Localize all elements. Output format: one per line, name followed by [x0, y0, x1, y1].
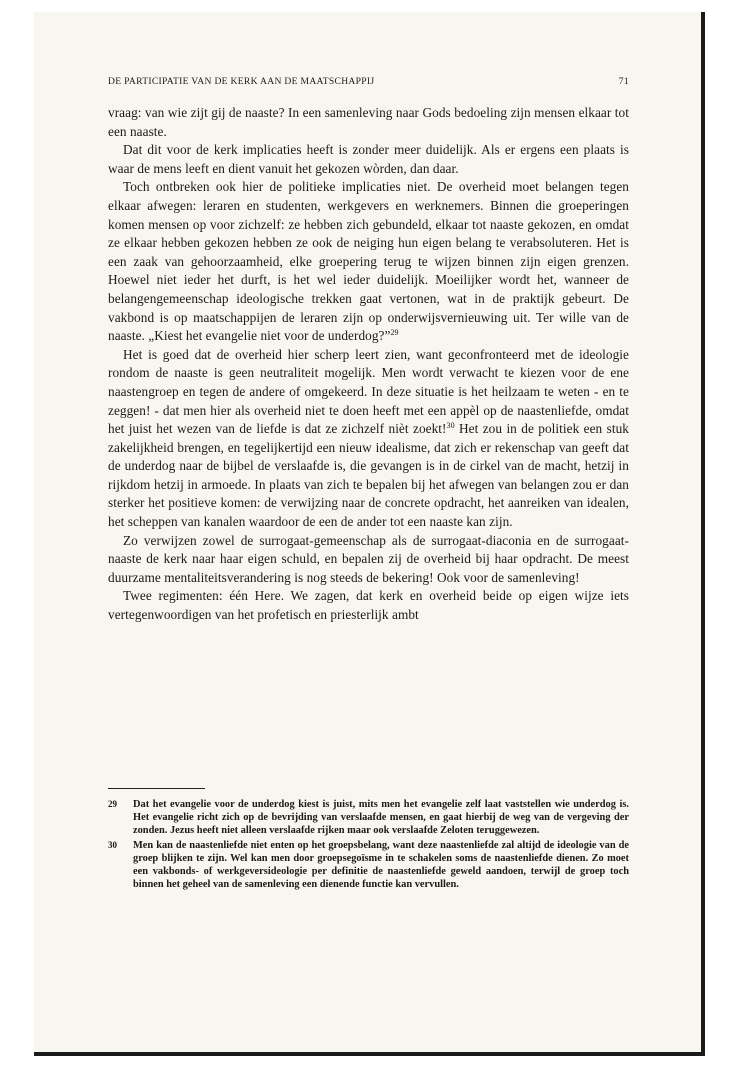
paragraph: Toch ontbreken ook hier de politieke implicaties niet. De overheid moet belangen tegen elkaar afwegen: leraren en studenten, werkgevers en werknemers. Binnen die groeperingen komen mensen op voor zichzelf: ze hebben zich gebundeld, elkaar tot naaste gekozen, en omdat ze elkaar hebben gekozen hebben ze ook de neiging hun eigen belang te verabsoluteren. Het is een zaak van gehoorzaamheid, elke groepering terug te wijzen binnen zijn eigen grenzen. Hoewel niet ieder het durft, is het wel ieder duidelijk. Moeilijker wordt het, wanneer de belangengemeenschap ideologische trekken gaat vertonen, wat in de praktijk gebeurt. De vakbond is op maatschappijen de leraren zijn op onderwijsvernieuwing uit. Ter wille van de naaste. „Kiest het evangelie niet voor de underdog?”$^{29}$	[108, 179, 629, 344]
footnote-ref: 29	[390, 328, 399, 338]
footnote-rule	[108, 788, 205, 789]
body-text	[108, 104, 629, 625]
paragraph: Twee regimenten: één Here. We zagen, dat kerk en overheid beide op eigen wijze iets vertegenwoordigen van het profetisch en priesterlijk ambt	[108, 588, 629, 623]
paragraph: Zo verwijzen zowel de surrogaat-gemeenschap als de surrogaat-diaconia en de surrogaat-naaste de kerk naar haar eigen schuld, en bepalen zij de overheid bij haar opdracht. De meest duurzame mentaliteitsverandering is nog steeds de bekering! Ook voor de samenleving!	[108, 532, 629, 585]
running-title: DE PARTICIPATIE VAN DE KERK AAN DE MAATSCHAPPIJ	[108, 76, 375, 87]
page-number: 71	[618, 76, 629, 87]
paragraph: Het is goed dat de overheid hier scherp leert zien, want geconfronteerd met de ideologie rondom de naaste is geen neutraliteit mogelijk. Men wordt verwacht te kiezen voor de ene naastengroep en tegen de andere of omgekeerd. In deze situatie is het heilzaam te weten - en te zeggen! - dat men hier als overheid niet te doen heeft met een appèl op de naastenliefde, omdat het juist het wezen van de liefde is dat ze zichzelf nièt zoekt!$^{30}$ Het zou in de politiek een stuk zakelijkheid brengen, en tegelijkertijd een nieuw idealisme, dat zich er rekenschap van geeft dat de underdog naar de bijbel de verslaafde is, die gevangen is in de cirkel van de macht, hetzij in rijkdom hetzij in armoede. In plaats van zich te bepalen bij het afwegen van belangen zou er dan sterker het positieve komen: de verwijzing naar de concrete opdracht, het aanreiken van idealen, het scheppen van kanalen waardoor de een de ander tot een naaste kan zijn.	[108, 346, 629, 530]
footnote	[108, 798, 629, 838]
paragraph: Dat dit voor de kerk implicaties heeft is zonder meer duidelijk. Als er ergens een plaats is waar de mens leeft en dient vanuit het gekozen wòrden, dan daar.	[108, 142, 629, 176]
book-page	[34, 12, 705, 1056]
footnote-number: 30	[108, 839, 117, 850]
page-header	[108, 76, 629, 87]
footnote	[108, 839, 629, 892]
footnotes	[108, 798, 629, 892]
footnote-number: 29	[108, 799, 117, 809]
paragraph: vraag: van wie zijt gij de naaste? In een samenleving naar Gods bedoeling zijn mensen elkaar tot een naaste.	[108, 105, 629, 139]
footnote-text: Dat het evangelie voor de underdog kiest is juist, mits men het evangelie zelf laat vaststellen wie underdog is. Het evangelie richt zich op de bevrijding van verslaafde mensen, en gaat hierbij de weg van de vergeving der zonden. Jezus heeft niet alleen verslaafde rijken maar ook verslaafde Zeloten teruggewezen.	[133, 799, 629, 837]
footnote-text: Men kan de naastenliefde niet enten op het groepsbelang, want deze naastenliefde zal altijd de ideologie van de groep blijken te zijn. Wel kan men door groepsegoïsme in te schakelen soms de naastenliefde dienen. Zo moet een vakbonds- of werkgeversideologie per definitie de naastenliefde geweld aandoen, terwijl de groep toch binnen het geheel van de samenleving een dienende functie kan vervullen.	[133, 839, 629, 891]
footnote-ref: 30	[446, 421, 455, 431]
